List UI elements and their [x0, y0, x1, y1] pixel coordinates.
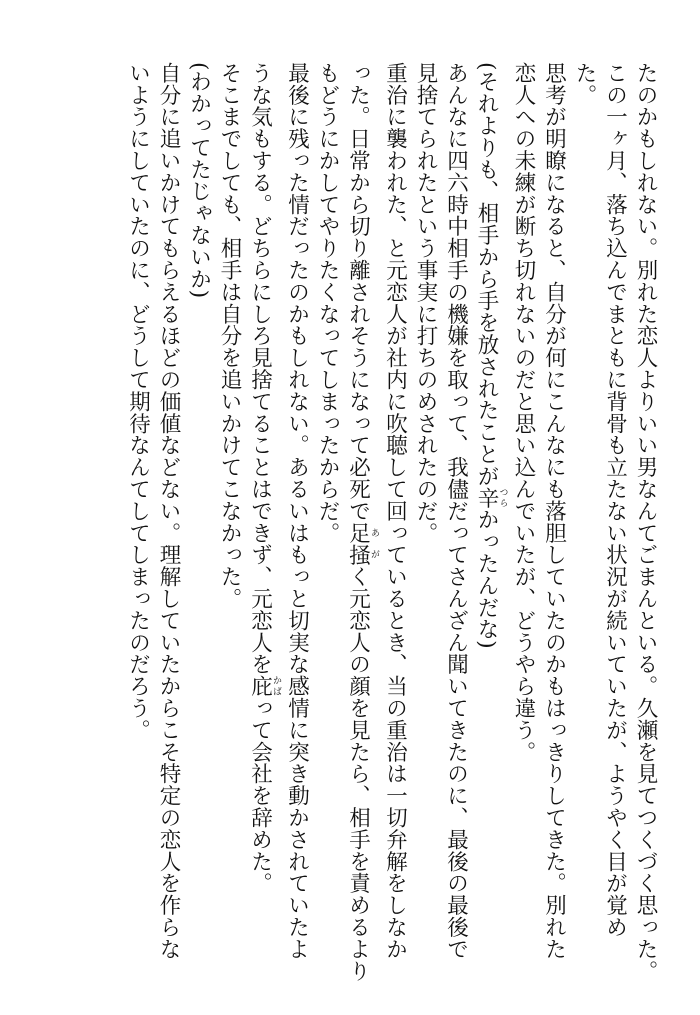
ruby-kabau: [247, 675, 281, 698]
text-line-4: 思考が明瞭になると、自分が何にこんなにも落胆していたのかもはっきりしてきた。別れた: [541, 62, 567, 960]
text-line-1: たのかもしれない。別れた恋人よりいい男なんてごまんといる。久瀬を見てつくづく思った。: [633, 62, 658, 982]
text-line-13-tail: って会社を辞めた。: [247, 697, 273, 895]
ruby-agaku: [345, 521, 379, 566]
text-line-11: もどうにかしてやりたくなってしまったからだ。: [315, 62, 340, 544]
ruby-tsura-base: 辛: [474, 486, 499, 509]
text-line-10-lead: った。日常から切り離されそうになって必死で: [345, 62, 371, 522]
text-line-2: この一ヶ月、落ち込んでまともに背骨も立たない状況が続いていたが、ようやく目が覚め: [602, 62, 628, 938]
text-line-6: [471, 62, 508, 967]
text-line-16: 自分に追いかけてもらえるほどの価値などない。理解していたからこそ特定の恋人を作らな: [156, 62, 181, 960]
ruby-tsura: [474, 486, 508, 509]
text-line-9: 重治に襲われた、と元恋人が社内に吹聴して回っているとき、当の重治は一切弁解をしなか: [382, 62, 408, 960]
text-line-6-lead: (それよりも、相手から手を放されたことが: [474, 62, 499, 487]
ruby-kabau-base: 庇: [247, 675, 273, 698]
ruby-agaku-reading: あが: [369, 521, 379, 566]
text-line-10-tail: く元恋人の顔を見たら、相手を責めるより: [345, 565, 371, 982]
text-line-6-tail: かったんだな): [474, 508, 499, 649]
text-line-3: た。: [572, 62, 597, 106]
text-line-12: 最後に残った情だったのかもしれない。あるいはもっと切実な感情に突き動かされていたよ: [284, 62, 310, 960]
text-line-17: いようにしていたのに、どうして期待なんてしてしまったのだろう。: [125, 62, 151, 741]
text-line-7: あんなに四六時中相手の機嫌を取って、我儘だってさんざん聞いてきたのに、最後の最後で: [443, 62, 469, 960]
text-line-10: [342, 62, 379, 982]
ruby-agaku-base: 足掻: [345, 521, 371, 566]
text-line-13-lead: うな気もする。どちらにしろ見捨てることはできず、元恋人を: [247, 62, 273, 676]
ruby-tsura-reading: つら: [497, 486, 508, 509]
text-line-13: [244, 62, 281, 967]
body-text: [122, 62, 660, 982]
text-line-5: 恋人への未練が断ち切れないのだと思い込んでいたが、どうやら違う。: [511, 62, 536, 763]
text-line-14: そこまでしても、相手は自分を追いかけてこなかった。: [217, 62, 242, 610]
text-line-8: 見捨てられたという事実に打ちのめされたのだ。: [413, 62, 438, 544]
text-line-15: (わかってたじゃないか): [186, 62, 212, 299]
ruby-kabau-reading: かば: [271, 675, 281, 698]
